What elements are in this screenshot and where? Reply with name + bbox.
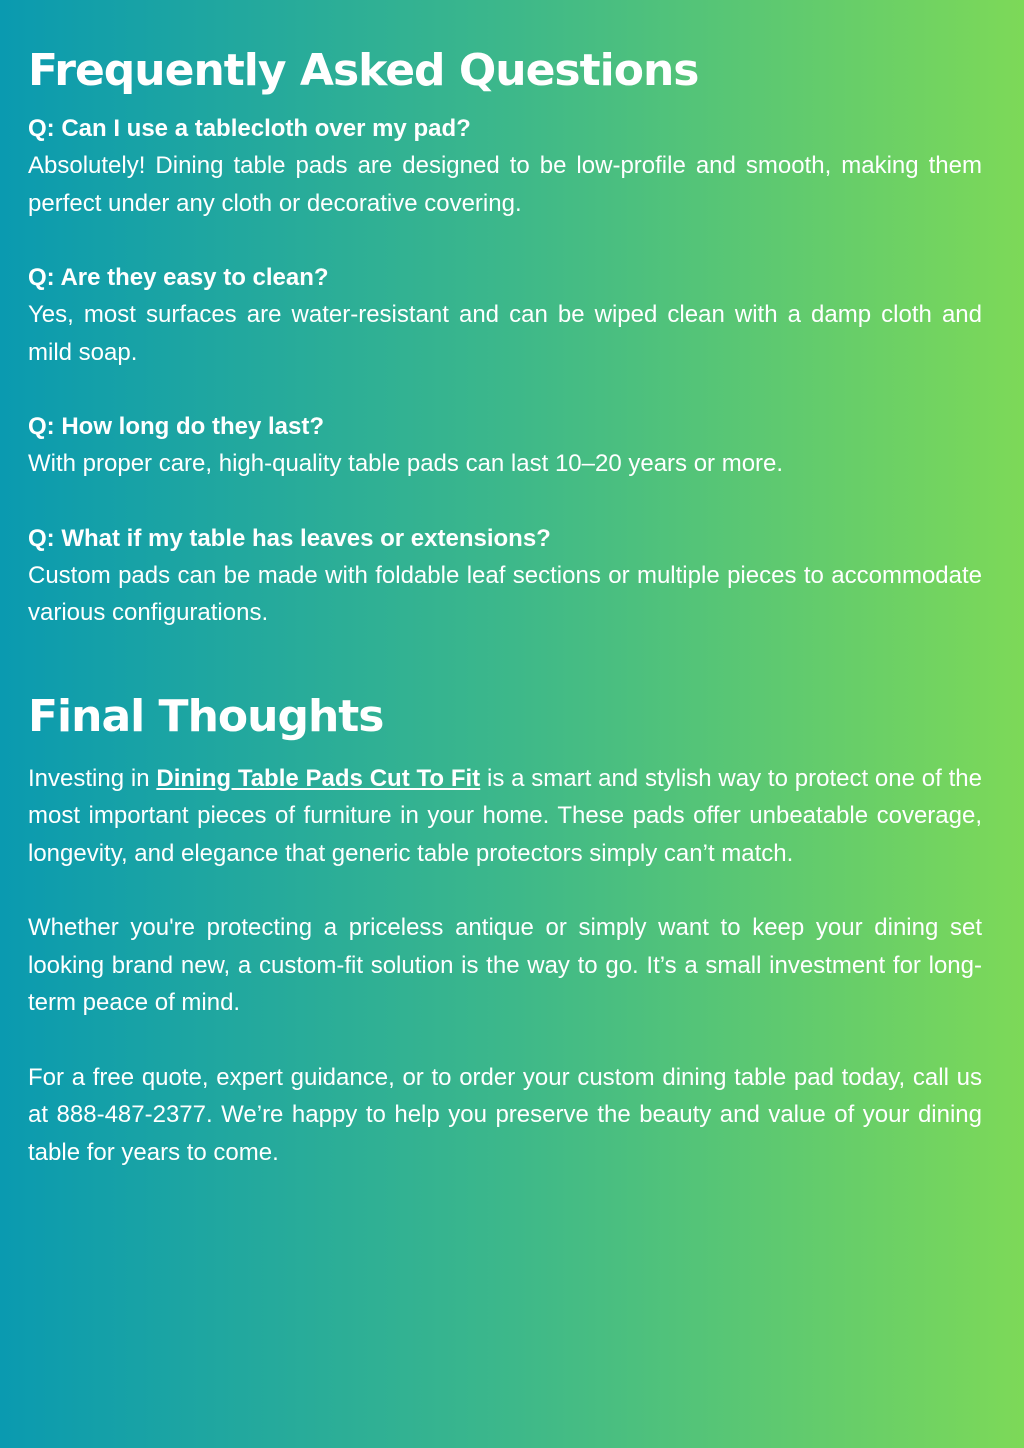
paragraph-text: Investing in	[28, 764, 157, 792]
final-paragraph-1	[28, 760, 982, 873]
final-paragraph-3: For a free quote, expert guidance, or to order your custom dining table pad today, call us at 888-487-2377. We’re happy to help you preserve the beauty and value of your dining table for years to come.	[28, 1063, 982, 1166]
faq-item	[28, 110, 982, 222]
faq-heading: Frequently Asked Questions	[28, 45, 699, 96]
faq-question: Q: Can I use a tablecloth over my pad?	[28, 115, 471, 142]
faq-answer: Absolutely! Dining table pads are designed to be low-profile and smooth, making them perfect under any cloth or decorative covering.	[28, 152, 982, 217]
faq-item	[28, 259, 982, 371]
faq-question: Q: Are they easy to clean?	[28, 264, 329, 291]
faq-item	[28, 408, 982, 483]
faq-question: Q: What if my table has leaves or extensions?	[28, 524, 551, 552]
final-thoughts-body	[28, 760, 982, 1172]
faq-answer: Yes, most surfaces are water-resistant and can be wiped clean with a damp cloth and mild soap.	[28, 301, 982, 366]
faq-answer: Custom pads can be made with foldable leaf sections or multiple pieces to accommodate various configurations.	[28, 561, 982, 626]
paragraph-text: is a smart and stylish way to protect one of the most important pieces of furniture in your home. These pads offer unbeatable coverage, longevity, and elegance that generic table protectors simply can’t match.	[28, 764, 982, 867]
page-content	[28, 40, 982, 1171]
final-paragraph-2: Whether you're protecting a priceless antique or simply want to keep your dining set looking brand new, a custom-fit solution is the way to go. It’s a small investment for long-term peace of mind.	[28, 914, 982, 1016]
dining-table-pads-link[interactable]: Dining Table Pads Cut To Fit	[156, 764, 481, 792]
faq-question: Q: How long do they last?	[28, 413, 324, 440]
faq-answer: With proper care, high-quality table pads can last 10–20 years or more.	[28, 450, 784, 477]
faq-item	[28, 520, 982, 632]
final-thoughts-heading: Final Thoughts	[28, 690, 384, 742]
faq-list	[28, 110, 982, 632]
